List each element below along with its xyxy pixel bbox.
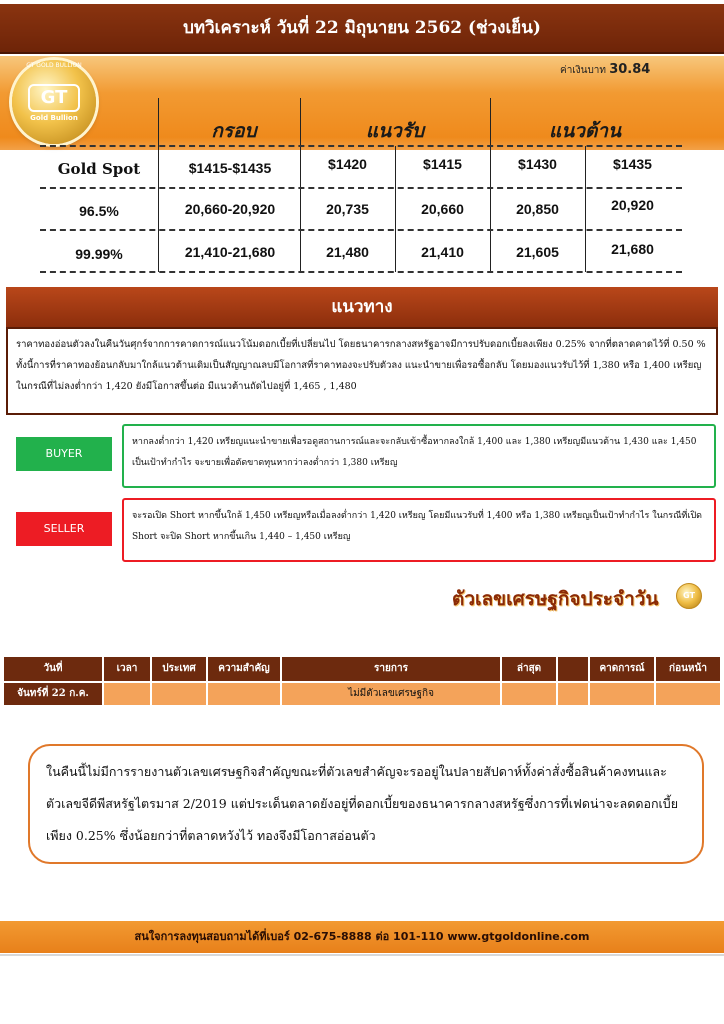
guideline-text: ราคาทองอ่อนตัวลงในคืนวันศุกร์จากการคาดการณ์แนวโน้มดอกเบี้ยที่เปลี่ยนไป โดยธนาคารกลางสหรัฐอาจมีการปรับดอกเบี้ยลงเพียง 0.25% จากที่ตลาดคาดไว้ที่ 0.50 % ทั้งนี้การที่ราคาทองย้อนกลับมาใกล้แนวต้านเดิมเป็นสัญญาณลบมีโอกาสที่ราคาทองจะปรับตัวลง แนะนำขายเพื่อรอซื้อกลับ โดยมองแนวรับไว้ที่ 1,380 หรือ 1,400 เหรียญ ในกรณีที่ไม่ลงต่ำกว่า 1,420 ยังมีโอกาสขึ้นต่อ มีแนวต้านถัดไปอยู่ที่ 1,465 , 1,480 xyxy=(6,327,718,415)
cell-resistance-2: 21,680 xyxy=(611,241,654,257)
row-blank xyxy=(558,683,590,705)
summary-text: ในคืนนี้ไม่มีการรายงานตัวเลขเศรษฐกิจสำคัญขณะที่ตัวเลขสำคัญจะรออยู่ในปลายสัปดาห์ทั้งค่าสั่งซื้อสินค้าคงทนและตัวเลขจีดีพีสหรัฐไตรมาส 2/2019 แต่ประเด็นตลาดยังอยู่ที่ดอกเบี้ยของธนาคารกลางสหรัฐซึ่งการที่เฟดน่าจะลดดอกเบี้ยเพียง 0.25% ซึ่งน้อยกว่าที่ตลาดหวังไว้ ทองจึงมีโอกาสอ่อนตัว xyxy=(28,744,704,864)
gt-mini-logo-icon: GT xyxy=(676,583,702,609)
row-label-gold-spot: Gold Spot xyxy=(57,160,141,178)
col-importance: ความสำคัญ xyxy=(208,657,282,681)
page-title: บทวิเคราะห์ วันที่ 22 มิถุนายน 2562 (ช่วงเย็น) xyxy=(0,4,724,54)
cell-resistance-2: $1435 xyxy=(613,156,652,172)
guideline-title: แนวทาง xyxy=(6,287,718,327)
cell-range: 20,660-20,920 xyxy=(184,201,276,217)
row-latest xyxy=(502,683,558,705)
row-item: ไม่มีตัวเลขเศรษฐกิจ xyxy=(282,683,502,705)
row-forecast xyxy=(590,683,656,705)
seller-tag: SELLER xyxy=(16,512,112,546)
footer-contact: สนใจการลงทุนสอบถามได้ที่เบอร์ 02-675-8888 ต่อ 101-110 www.gtgoldonline.com xyxy=(0,921,724,953)
cell-range: $1415-$1435 xyxy=(188,160,272,176)
buyer-tag: BUYER xyxy=(16,437,112,471)
exchange-value: 30.84 xyxy=(609,62,651,77)
cell-resistance-1: $1430 xyxy=(518,156,557,172)
row-country xyxy=(152,683,208,705)
seller-text: จะรอเปิด Short หากขึ้นใกล้ 1,450 เหรียญหรือเมื่อลงต่ำกว่า 1,420 เหรียญ โดยมีแนวรับที่ 1,400 หรือ 1,380 เหรียญเป็นเป้าทำกำไร ในกรณีที่เปิด Short จะปิด Short หากขึ้นเกิน 1,440 – 1,450 เหรียญ xyxy=(122,498,716,562)
logo-subtitle: Gold Bullion xyxy=(30,114,78,122)
col-previous: ก่อนหน้า xyxy=(656,657,720,681)
row-importance xyxy=(208,683,282,705)
cell-resistance-1: 21,605 xyxy=(516,244,559,260)
col-latest: ล่าสุด xyxy=(502,657,558,681)
header-support: แนวรับ xyxy=(365,120,425,142)
table-separator xyxy=(40,229,682,231)
logo-mark: GT xyxy=(28,84,80,112)
logo-ring-text: GT GOLD BULLION xyxy=(26,62,82,69)
cell-resistance-1: 20,850 xyxy=(516,201,559,217)
cell-support-1: 21,480 xyxy=(326,244,369,260)
economic-title: ตัวเลขเศรษฐกิจประจำวัน xyxy=(452,588,659,610)
row-label-99-99: 99.99% xyxy=(75,246,123,262)
exchange-label: ค่าเงินบาท xyxy=(560,65,606,76)
col-blank xyxy=(558,657,590,681)
table-divider xyxy=(158,98,159,272)
col-forecast: คาดการณ์ xyxy=(590,657,656,681)
table-separator xyxy=(40,187,682,189)
cell-support-2: 21,410 xyxy=(421,244,464,260)
col-country: ประเทศ xyxy=(152,657,208,681)
table-separator xyxy=(40,145,682,147)
col-time: เวลา xyxy=(104,657,152,681)
cell-support-2: 20,660 xyxy=(421,201,464,217)
row-time xyxy=(104,683,152,705)
row-previous xyxy=(656,683,720,705)
cell-resistance-2: 20,920 xyxy=(611,197,654,213)
table-separator xyxy=(40,271,682,273)
cell-support-1: $1420 xyxy=(328,156,367,172)
col-item: รายการ xyxy=(282,657,502,681)
row-label-96-5: 96.5% xyxy=(79,203,119,219)
exchange-rate xyxy=(560,62,650,78)
cell-support-2: $1415 xyxy=(423,156,462,172)
footer-divider xyxy=(0,954,724,956)
cell-range: 21,410-21,680 xyxy=(184,244,276,260)
header-range: กรอบ xyxy=(211,120,257,142)
cell-support-1: 20,735 xyxy=(326,201,369,217)
col-date: วันที่ xyxy=(4,657,104,681)
buyer-text: หากลงต่ำกว่า 1,420 เหรียญแนะนำขายเพื่อรอดูสถานการณ์และจะกลับเข้าซื้อหากลงใกล้ 1,400 และ 1,380 เหรียญมีแนวต้าน 1,430 และ 1,450 เป็นเป้าทำกำไร จะขายเพื่อตัดขาดทุนหากว่าลงต่ำกว่า 1,380 เหรียญ xyxy=(122,424,716,488)
row-date: จันทร์ที่ 22 ก.ค. xyxy=(4,683,104,705)
header-resistance: แนวต้าน xyxy=(549,120,621,142)
